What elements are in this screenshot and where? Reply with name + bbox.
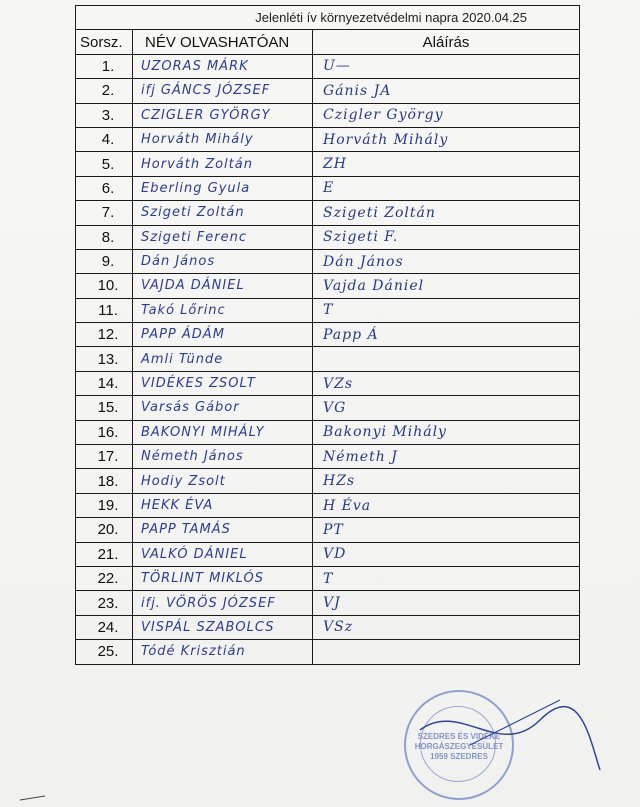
row-name: VISPÁL SZABOLCS	[133, 615, 313, 639]
row-signature: Szigeti F.	[313, 225, 580, 249]
row-signature: HZs	[313, 469, 580, 493]
table-row	[76, 469, 580, 493]
row-signature: VZs	[313, 371, 580, 395]
row-signature: PT	[313, 518, 580, 542]
stamp-text: SZEDRES ÉS VIDÉKE HORGÁSZEGYESÜLET 1959 SZEDRES	[414, 732, 504, 761]
header-row	[76, 30, 580, 54]
row-number: 5.	[76, 152, 133, 176]
row-name: ifj. VÖRÖS JÓZSEF	[133, 591, 313, 615]
row-signature: Vajda Dániel	[313, 274, 580, 298]
row-number: 8.	[76, 225, 133, 249]
row-number: 11.	[76, 298, 133, 322]
row-name: PAPP ÁDÁM	[133, 323, 313, 347]
table-row	[76, 615, 580, 639]
row-name: VALKÓ DÁNIEL	[133, 542, 313, 566]
row-name: TÖRLINT MIKLÓS	[133, 566, 313, 590]
row-number: 16.	[76, 420, 133, 444]
row-signature: Czigler György	[313, 103, 580, 127]
row-name: VIDÉKES ZSOLT	[133, 371, 313, 395]
table-row	[76, 542, 580, 566]
row-number: 14.	[76, 371, 133, 395]
row-name: Amli Tünde	[133, 347, 313, 371]
col-header-number: Sorsz.	[76, 30, 133, 54]
table-row	[76, 249, 580, 273]
table-row	[76, 274, 580, 298]
row-signature: T	[313, 566, 580, 590]
row-number: 19.	[76, 493, 133, 517]
row-signature: Németh J	[313, 445, 580, 469]
row-number: 9.	[76, 249, 133, 273]
row-number: 10.	[76, 274, 133, 298]
row-number: 24.	[76, 615, 133, 639]
row-name: Horváth Zoltán	[133, 152, 313, 176]
row-signature: VD	[313, 542, 580, 566]
table-row	[76, 323, 580, 347]
row-number: 7.	[76, 201, 133, 225]
row-number: 23.	[76, 591, 133, 615]
row-name: Németh János	[133, 445, 313, 469]
row-signature: Bakonyi Mihály	[313, 420, 580, 444]
row-number: 13.	[76, 347, 133, 371]
row-signature	[313, 640, 580, 664]
row-signature: VSz	[313, 615, 580, 639]
table-row	[76, 371, 580, 395]
title-row	[76, 6, 580, 30]
row-signature: Horváth Mihály	[313, 127, 580, 151]
row-number: 18.	[76, 469, 133, 493]
table-row	[76, 566, 580, 590]
table-row	[76, 640, 580, 664]
row-name: VAJDA DÁNIEL	[133, 274, 313, 298]
row-signature: E	[313, 176, 580, 200]
row-name: ifj GÁNCS JÓZSEF	[133, 79, 313, 103]
row-number: 15.	[76, 396, 133, 420]
row-number: 3.	[76, 103, 133, 127]
row-name: Horváth Mihály	[133, 127, 313, 151]
row-name: PAPP TAMÁS	[133, 518, 313, 542]
table-row	[76, 591, 580, 615]
table-row	[76, 493, 580, 517]
table-row	[76, 518, 580, 542]
row-signature: T	[313, 298, 580, 322]
row-signature: Szigeti Zoltán	[313, 201, 580, 225]
row-name: Eberling Gyula	[133, 176, 313, 200]
row-name: CZIGLER GYÖRGY	[133, 103, 313, 127]
table-row	[76, 103, 580, 127]
row-name: Varsás Gábor	[133, 396, 313, 420]
row-signature: H Éva	[313, 493, 580, 517]
row-number: 2.	[76, 79, 133, 103]
row-name: Dán János	[133, 249, 313, 273]
col-header-signature: Aláírás	[313, 30, 580, 54]
row-signature	[313, 347, 580, 371]
table-row	[76, 54, 580, 78]
row-signature: VG	[313, 396, 580, 420]
row-signature: Papp Á	[313, 323, 580, 347]
row-signature: U—	[313, 54, 580, 78]
table-row	[76, 445, 580, 469]
table-row	[76, 225, 580, 249]
table-row	[76, 152, 580, 176]
table-row	[76, 396, 580, 420]
row-name: Takó Lőrinc	[133, 298, 313, 322]
row-signature: Dán János	[313, 249, 580, 273]
row-name: HEKK ÉVA	[133, 493, 313, 517]
row-signature: ZH	[313, 152, 580, 176]
row-name: UZORAS MÁRK	[133, 54, 313, 78]
row-number: 17.	[76, 445, 133, 469]
row-number: 6.	[76, 176, 133, 200]
table-row	[76, 79, 580, 103]
row-number: 1.	[76, 54, 133, 78]
row-signature: VJ	[313, 591, 580, 615]
row-number: 12.	[76, 323, 133, 347]
row-name: BAKONYI MIHÁLY	[133, 420, 313, 444]
row-signature: Gánis JA	[313, 79, 580, 103]
attendance-table	[75, 5, 580, 665]
row-number: 4.	[76, 127, 133, 151]
row-number: 20.	[76, 518, 133, 542]
row-number: 25.	[76, 640, 133, 664]
table-row	[76, 420, 580, 444]
row-number: 22.	[76, 566, 133, 590]
row-name: Tódé Krisztián	[133, 640, 313, 664]
col-header-name: NÉV OLVASHATÓAN	[133, 30, 313, 54]
table-row	[76, 347, 580, 371]
table-row	[76, 201, 580, 225]
table-row	[76, 176, 580, 200]
row-name: Szigeti Ferenc	[133, 225, 313, 249]
row-number: 21.	[76, 542, 133, 566]
table-row	[76, 298, 580, 322]
row-name: Szigeti Zoltán	[133, 201, 313, 225]
organization-stamp	[404, 690, 514, 800]
row-name: Hodiy Zsolt	[133, 469, 313, 493]
table-row	[76, 127, 580, 151]
sheet-title: Jelenléti ív környezetvédelmi napra 2020.04.25	[76, 6, 580, 30]
